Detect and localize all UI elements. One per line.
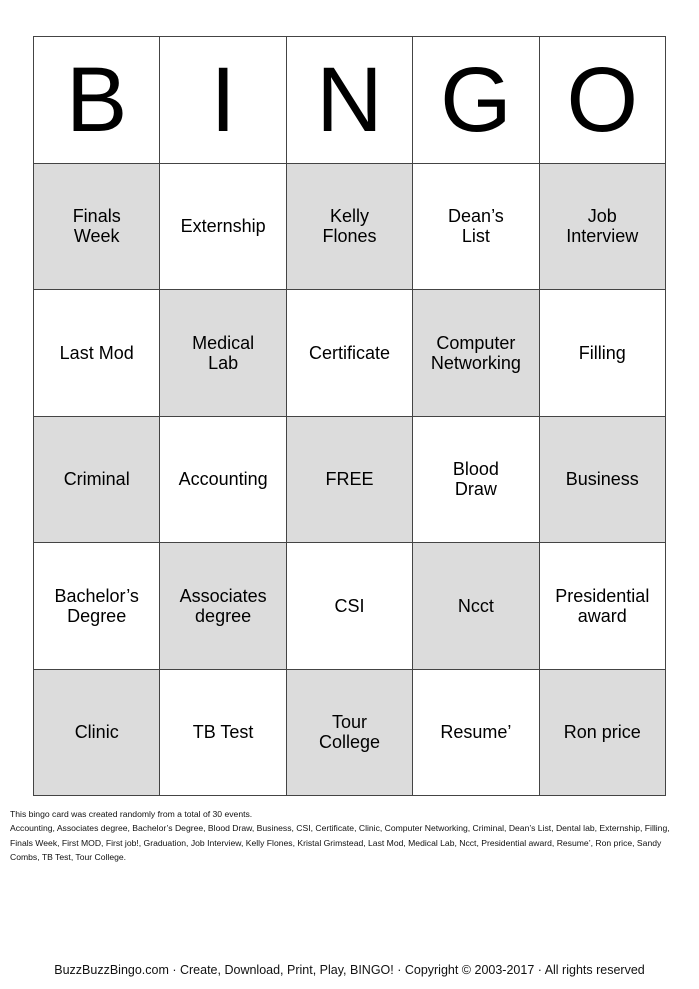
bingo-square: Ron price xyxy=(540,670,666,797)
bingo-square: Blood Draw xyxy=(413,417,539,544)
bingo-square: Criminal xyxy=(34,417,160,544)
bingo-square: Filling xyxy=(540,290,666,417)
bingo-square: Certificate xyxy=(287,290,413,417)
header-letter-i: I xyxy=(160,37,286,164)
header-letter-n: N xyxy=(287,37,413,164)
bingo-square: Finals Week xyxy=(34,164,160,291)
bingo-square: Dean’s List xyxy=(413,164,539,291)
bingo-square: Clinic xyxy=(34,670,160,797)
bingo-square: Computer Networking xyxy=(413,290,539,417)
header-letter-g: G xyxy=(413,37,539,164)
bingo-card xyxy=(33,36,666,796)
bingo-square: Accounting xyxy=(160,417,286,544)
bingo-square: Business xyxy=(540,417,666,544)
bingo-square: Kelly Flones xyxy=(287,164,413,291)
bingo-square: Resume’ xyxy=(413,670,539,797)
bingo-square: Tour College xyxy=(287,670,413,797)
free-square: FREE xyxy=(287,417,413,544)
bingo-square: Job Interview xyxy=(540,164,666,291)
bingo-square: TB Test xyxy=(160,670,286,797)
bingo-square: Associates degree xyxy=(160,543,286,670)
card-description-line: This bingo card was created randomly from a total of 30 events. xyxy=(10,809,253,819)
bingo-square: Presidential award xyxy=(540,543,666,670)
header-letter-b: B xyxy=(34,37,160,164)
bingo-square: Bachelor’s Degree xyxy=(34,543,160,670)
bingo-square: Externship xyxy=(160,164,286,291)
site-footer: BuzzBuzzBingo.com · Create, Download, Print, Play, BINGO! · Copyright © 2003-2017 · All rights reserved xyxy=(54,963,645,977)
bingo-square: Medical Lab xyxy=(160,290,286,417)
bingo-square: Ncct xyxy=(413,543,539,670)
bingo-square: Last Mod xyxy=(34,290,160,417)
event-list: Accounting, Associates degree, Bachelor’s Degree, Blood Draw, Business, CSI, Certificate, Clinic, Computer Networking, Criminal, Dean’s List, Dental lab, Externship, Filling, Finals Week, First MOD, First job!, Graduation, Job Interview, Kelly Flones, Kristal Grimstead, Last Mod, Medical Lab, Ncct, Presidential award, Resume’, Ron price, Sandy Combs, TB Test, Tour College. xyxy=(10,823,670,863)
header-letter-o: O xyxy=(540,37,666,164)
bingo-square: CSI xyxy=(287,543,413,670)
card-description xyxy=(10,807,690,865)
